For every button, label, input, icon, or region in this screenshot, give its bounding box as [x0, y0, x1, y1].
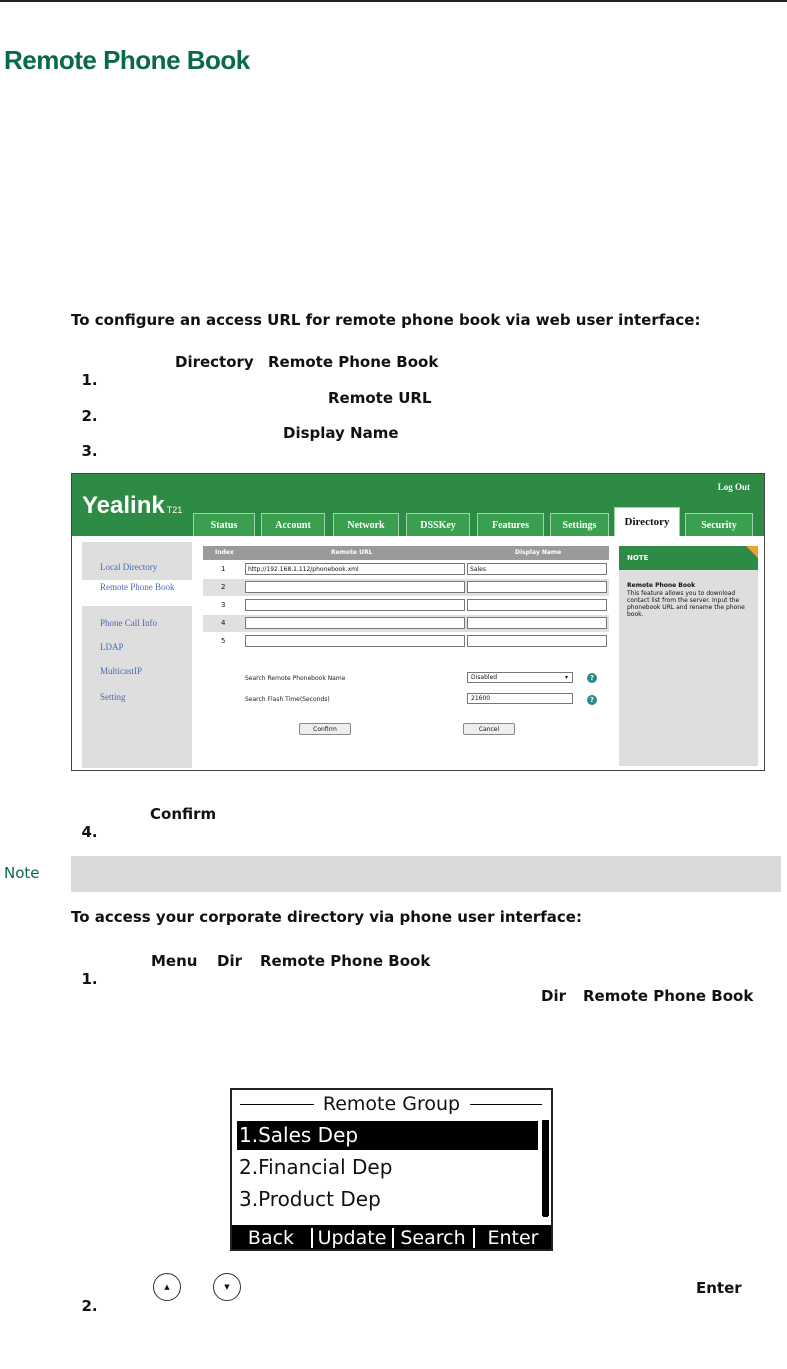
tab-status[interactable]: Status — [193, 513, 255, 536]
step-keyword: Remote Phone Book — [260, 952, 431, 970]
web-step-3 — [71, 424, 399, 478]
tab-dsskey[interactable]: DSSKey — [406, 513, 470, 536]
row-index: 1 — [221, 565, 226, 573]
chevron-down-icon: ▾ — [564, 674, 568, 681]
note-label: Note — [4, 864, 40, 882]
row-index: 3 — [221, 601, 226, 609]
note-bar — [71, 856, 781, 892]
display-name-input[interactable] — [467, 581, 607, 593]
lcd-scrollbar[interactable] — [542, 1120, 549, 1216]
step-keyword: Display Name — [283, 424, 399, 442]
search-flash-label: Search Flash Time(Seconds) — [245, 696, 330, 703]
remote-url-input[interactable] — [245, 617, 465, 629]
tab-features[interactable]: Features — [477, 513, 544, 536]
softkey-back[interactable]: Back — [247, 1227, 295, 1249]
tab-network[interactable]: Network — [333, 513, 399, 536]
note-header: NOTE — [619, 546, 758, 570]
phone-step-1-cont — [71, 987, 754, 1007]
step-keyword: Remote Phone Book — [583, 987, 754, 1005]
step-number: 4. — [81, 823, 98, 841]
sidebar-item-setting[interactable]: Setting — [100, 692, 126, 702]
table-row — [203, 615, 609, 632]
display-name-input[interactable] — [467, 617, 607, 629]
help-icon[interactable]: ? — [587, 673, 597, 683]
lcd-list-item[interactable]: 3.Product Dep — [239, 1187, 381, 1211]
sidebar-item-remote-phone-book[interactable]: Remote Phone Book — [82, 580, 192, 606]
step-number: 3. — [81, 442, 98, 460]
step-keyword: Directory — [175, 353, 254, 371]
row-index: 4 — [221, 619, 226, 627]
cancel-button[interactable]: Cancel — [463, 723, 515, 735]
table-row — [203, 597, 609, 614]
step-keyword: Confirm — [150, 805, 217, 823]
top-rule — [0, 0, 787, 2]
tab-directory[interactable]: Directory — [614, 507, 680, 536]
display-name-input[interactable]: Sales — [467, 563, 607, 575]
table-row — [203, 579, 609, 596]
step-number: 1. — [81, 970, 98, 988]
down-arrow-key-icon: ▼ — [213, 1273, 241, 1301]
sidebar-item-phone-call-info[interactable]: Phone Call Info — [100, 618, 157, 628]
phone-step-2 — [71, 1279, 751, 1369]
note-corner-icon — [746, 546, 758, 558]
tab-security[interactable]: Security — [685, 513, 753, 536]
table-header — [203, 546, 609, 560]
search-name-label: Search Remote Phonebook Name — [245, 675, 346, 682]
web-procedure-intro: To configure an access URL for remote phone book via web user interface: — [71, 311, 701, 329]
lcd-list-item[interactable]: 2.Financial Dep — [239, 1155, 393, 1179]
header-remote-url: Remote URL — [331, 549, 373, 556]
web-header — [72, 474, 764, 536]
up-arrow-key-icon: ▲ — [153, 1273, 181, 1301]
step-keyword: Menu — [151, 952, 198, 970]
search-flash-input[interactable]: 21600 — [467, 693, 573, 704]
step-keyword: Dir — [541, 987, 566, 1005]
web-step-4 — [71, 805, 217, 859]
softkey-enter[interactable]: Enter — [487, 1227, 539, 1249]
step-number: 2. — [81, 1297, 98, 1315]
remote-url-input[interactable]: http://192.168.1.112/phonebook.xml — [245, 563, 465, 575]
remote-url-input[interactable] — [245, 635, 465, 647]
web-sidebar — [82, 542, 192, 768]
remote-url-input[interactable] — [245, 581, 465, 593]
tab-account[interactable]: Account — [261, 513, 325, 536]
phone-procedure-intro: To access your corporate directory via phone user interface: — [71, 908, 582, 926]
table-row — [203, 633, 609, 650]
confirm-button[interactable]: Confirm — [299, 723, 351, 735]
sidebar-item-local-directory[interactable]: Local Directory — [100, 562, 158, 572]
remote-url-input[interactable] — [245, 599, 465, 611]
sidebar-item-multicastip[interactable]: MulticastIP — [100, 666, 142, 676]
step-keyword: Enter — [696, 1279, 742, 1297]
search-name-select[interactable]: Disabled ▾ — [467, 672, 573, 683]
step-keyword: Remote Phone Book — [268, 353, 439, 371]
row-index: 2 — [221, 583, 226, 591]
yealink-logo: Yealink T21 — [82, 492, 183, 519]
logout-link[interactable]: Log Out — [717, 482, 750, 492]
note-panel — [619, 546, 758, 766]
table-row — [203, 561, 609, 578]
header-display-name: Display Name — [515, 549, 562, 556]
header-index: Index — [215, 549, 234, 556]
lcd-title: Remote Group — [232, 1092, 551, 1116]
softkey-update[interactable]: Update — [317, 1227, 387, 1249]
display-name-input[interactable] — [467, 635, 607, 647]
step-keyword: Dir — [217, 952, 242, 970]
step-number: 2. — [81, 407, 98, 425]
page-title: Remote Phone Book — [4, 45, 250, 75]
phone-lcd-screen — [230, 1088, 553, 1251]
help-icon[interactable]: ? — [587, 695, 597, 705]
lcd-softkey-bar — [232, 1225, 551, 1251]
row-index: 5 — [221, 637, 226, 645]
tab-settings[interactable]: Settings — [550, 513, 609, 536]
web-ui-screenshot — [71, 473, 765, 771]
lcd-list-item[interactable]: 1.Sales Dep — [237, 1121, 538, 1150]
step-keyword: Remote URL — [328, 389, 432, 407]
sidebar-item-ldap[interactable]: LDAP — [100, 642, 124, 652]
softkey-search[interactable]: Search — [400, 1227, 466, 1249]
note-title: Remote Phone Book — [627, 582, 696, 589]
note-text: This feature allows you to download contact list from the server. Input the phonebook URL and rename the phone book. — [627, 590, 745, 618]
step-number: 1. — [81, 371, 98, 389]
display-name-input[interactable] — [467, 599, 607, 611]
